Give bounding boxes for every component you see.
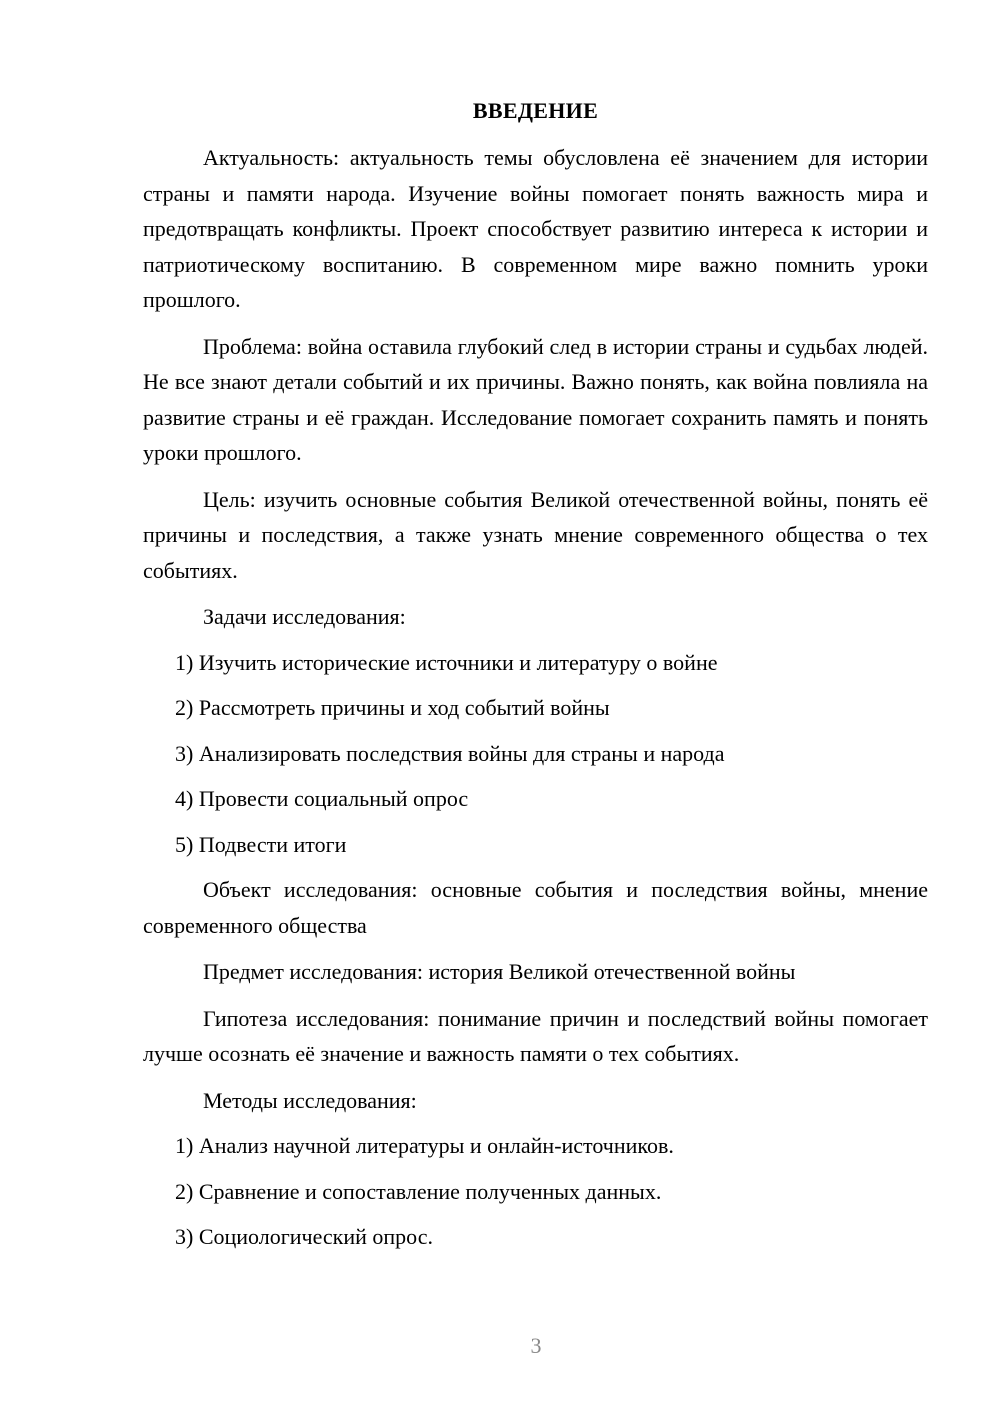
list-item: 5) Подвести итоги: [175, 831, 347, 857]
methods-heading: Методы исследования:: [203, 1087, 417, 1113]
list-item: 1) Анализ научной литературы и онлайн-источников.: [175, 1133, 674, 1158]
section-title: ВВЕДЕНИЕ: [472, 98, 599, 123]
page-number: 3: [530, 1333, 542, 1358]
subject-paragraph: Предмет исследования: история Великой отечественной войны: [203, 959, 796, 984]
list-item: 2) Рассмотреть причины и ход событий войны: [175, 695, 610, 720]
problem-paragraph: Проблема: война оставила глубокий след в истории страны и судьбах людей. Не все знают детали событий и их причины. Важно понять, как война повлияла на развитие страны и её граждан. Исследование помогает сохранить память и понять уроки прошлого.: [143, 333, 928, 465]
list-item: 3) Социологический опрос.: [175, 1224, 433, 1249]
list-item: 1) Изучить исторические источники и литературу о войне: [175, 649, 718, 675]
tasks-list: [143, 645, 928, 863]
list-item: 2) Сравнение и сопоставление полученных данных.: [175, 1178, 662, 1204]
list-item: 4) Провести социальный опрос: [175, 786, 469, 811]
hypothesis-paragraph: Гипотеза исследования: понимание причин и последствий войны помогает лучше осознать её значение и важность памяти о тех событиях.: [143, 1005, 928, 1066]
relevance-paragraph: Актуальность: актуальность темы обусловлена её значением для истории страны и памяти народа. Изучение войны помогает понять важность мира и предотвращать конфликты. Проект способствует развитию интереса к истории и патриотическому воспитанию. В современном мире важно помнить уроки прошлого.: [143, 145, 928, 312]
list-item: 3) Анализировать последствия войны для страны и народа: [175, 740, 725, 766]
methods-list: [143, 1128, 928, 1255]
goal-paragraph: Цель: изучить основные события Великой отечественной войны, понять её причины и последствия, а также узнать мнение современного общества о тех событиях.: [143, 486, 928, 583]
page-content: [143, 94, 928, 1265]
object-paragraph: Объект исследования: основные события и последствия войны, мнение современного общества: [143, 877, 928, 938]
tasks-heading: Задачи исследования:: [203, 604, 406, 629]
